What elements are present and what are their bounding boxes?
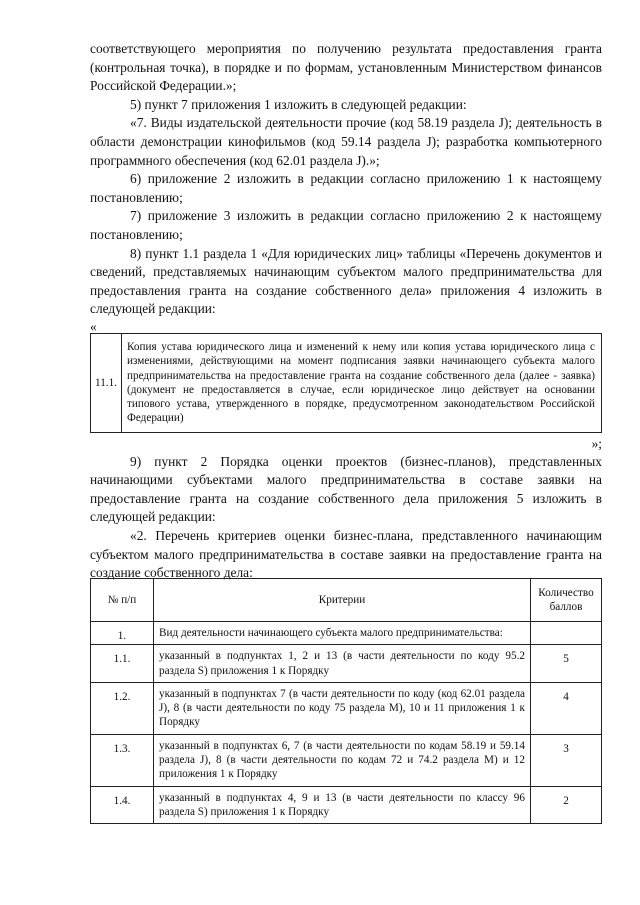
header-criteria: Критерии [154, 579, 531, 622]
row-number: 11.1. [91, 333, 122, 432]
row-text: Копия устава юридического лица и изменений к нему или копия устава юридического лица с изменениями, действующими на момент подписания заявки начинающего субъекта малого предпринимательства на предоставление гранта на создание собственного дела (далее - заявка) (документ не предоставляется в случае, если юридическое лицо действует на основании типового устава, утвержденного в порядке, предусмотренном законодательством Российской Федерации) [122, 333, 602, 432]
header-number: № п/п [91, 579, 154, 622]
paragraph-criteria-intro: «2. Перечень критериев оценки бизнес-плана, представленного начинающим субъектом малого предпринимательства в составе заявки на предоставление гранта на создание собственного дела: [90, 528, 602, 581]
row-criterion: Вид деятельности начинающего субъекта малого предпринимательства: [154, 622, 531, 645]
row-score [531, 622, 602, 645]
row-number: 1.2. [91, 682, 154, 734]
header-score: Количество баллов [531, 579, 602, 622]
row-number: 1. [91, 622, 154, 645]
row-criterion: указанный в подпунктах 4, 9 и 13 (в части деятельности по классу 96 раздела S) приложения 1 к Порядку [154, 786, 531, 824]
table-row [91, 645, 602, 683]
table-row [91, 622, 602, 645]
document-body [90, 40, 602, 583]
row-criterion: указанный в подпунктах 7 (в части деятельности по коду (код 62.01 раздела J), 8 (в части деятельности по коду 75 раздела M), 10 и 11 приложения 1 к Порядку [154, 682, 531, 734]
table-row [91, 786, 602, 824]
paragraph-item-6: 6) приложение 2 изложить в редакции согласно приложению 1 к настоящему постановлению; [90, 171, 602, 205]
paragraph-item-7-text: «7. Виды издательской деятельности прочие (код 58.19 раздела J); деятельность в области демонстрации кинофильмов (код 59.14 раздела J); разработка компьютерного программного обеспечения (код 62.01 раздела J).»; [90, 115, 602, 168]
row-number: 1.4. [91, 786, 154, 824]
quote-open-mark: « [90, 318, 97, 334]
row-number: 1.3. [91, 734, 154, 786]
table-row [91, 682, 602, 734]
paragraph-continuation: соответствующего мероприятия по получению результата предоставления гранта (контрольная точка), в порядке и по формам, установленным Министерством финансов Российской Федерации.»; [90, 41, 602, 94]
row-score: 4 [531, 682, 602, 734]
table-row [91, 333, 602, 432]
table-row [91, 734, 602, 786]
paragraph-item-5: 5) пункт 7 приложения 1 изложить в следующей редакции: [130, 96, 467, 112]
table-header-row [91, 579, 602, 622]
row-score: 5 [531, 645, 602, 683]
criteria-table [90, 578, 602, 824]
documents-table [90, 333, 602, 433]
paragraph-item-8: 8) пункт 1.1 раздела 1 «Для юридических лиц» таблицы «Перечень документов и сведений, представляемых начинающим субъектом малого предпринимательства для предоставления гранта на создание собственного дела» приложения 4 изложить в следующей редакции: [90, 245, 602, 317]
row-criterion: указанный в подпунктах 6, 7 (в части деятельности по кодам 58.19 и 59.14 раздела J), 8 (в части деятельности по кодам 72 и 74.2 раздела M) и 12 приложения 1 к Порядку [154, 734, 531, 786]
row-criterion: указанный в подпунктах 1, 2 и 13 (в части деятельности по коду 95.2 раздела S) приложения 1 к Порядку [154, 645, 531, 683]
quote-close-mark: »; [591, 435, 602, 451]
row-score: 3 [531, 734, 602, 786]
paragraph-item-9: 9) пункт 2 Порядка оценки проектов (бизнес-планов), представленных начинающими субъектами малого предпринимательства в составе заявки на предоставление гранта на создание собственного дела приложения 5 изложить в следующей редакции: [90, 453, 602, 525]
paragraph-item-7: 7) приложение 3 изложить в редакции согласно приложению 2 к настоящему постановлению; [90, 208, 602, 242]
row-score: 2 [531, 786, 602, 824]
row-number: 1.1. [91, 645, 154, 683]
